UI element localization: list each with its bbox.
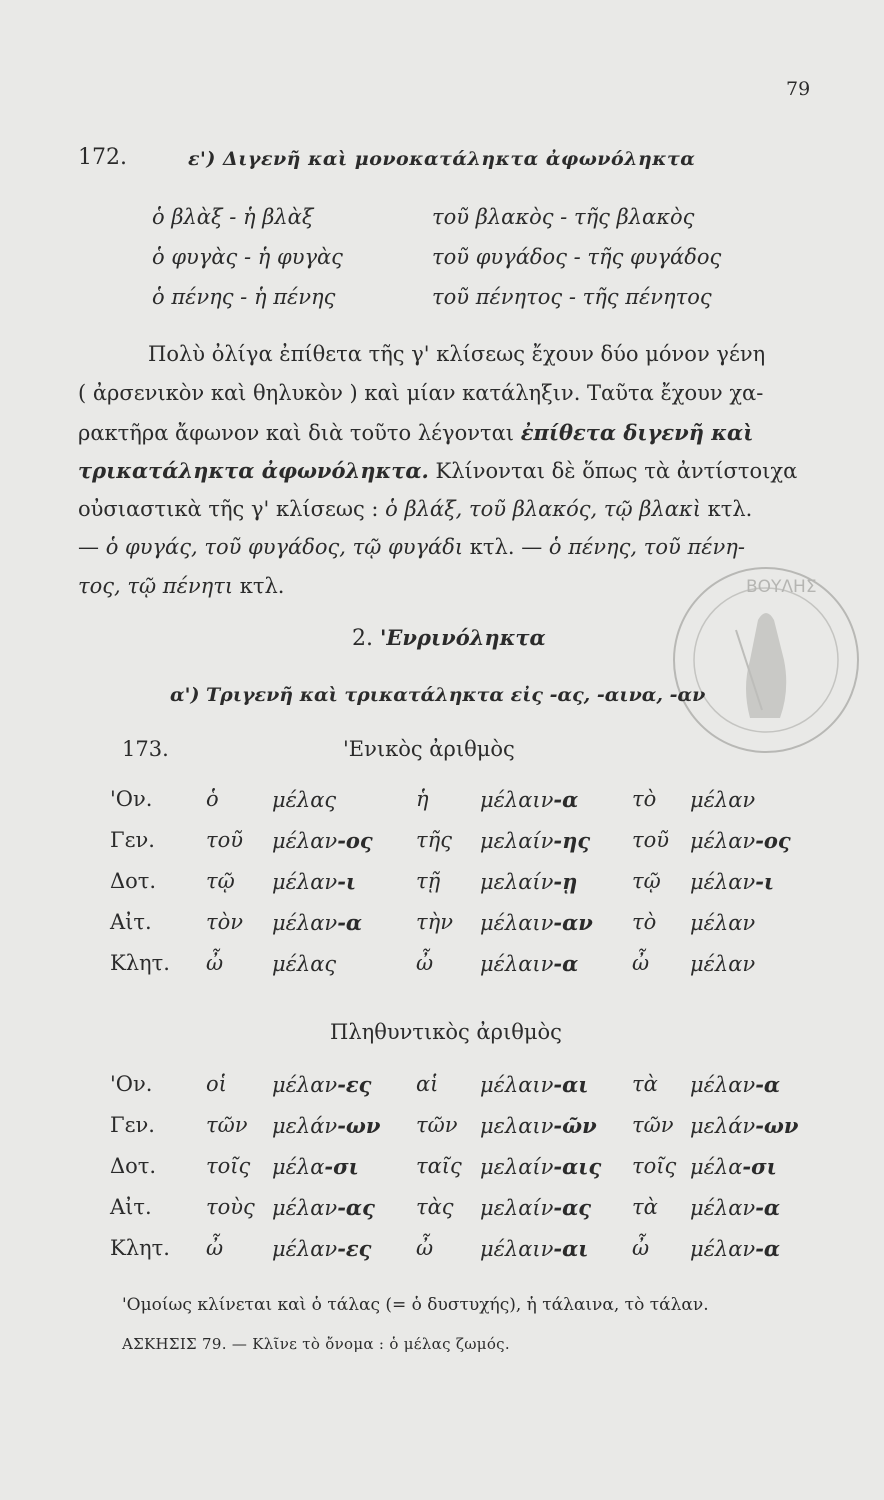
article: τοῦ <box>632 828 670 852</box>
word-stem: μελαιν <box>480 1114 554 1138</box>
word-ending: -α <box>755 1236 781 1261</box>
article: ὦ <box>416 1236 434 1260</box>
paragraph-line <box>78 535 745 559</box>
word-stem: μελαίν <box>480 829 554 853</box>
word-form <box>272 951 336 976</box>
article: τοὺς <box>206 1195 255 1219</box>
word-stem: μέλαν <box>690 829 756 853</box>
case-label: Δοτ. <box>110 869 157 893</box>
word-form <box>272 910 362 935</box>
word-ending: -ων <box>755 1113 799 1138</box>
word-stem: μέλαν <box>690 788 756 812</box>
example-right: τοῦ βλακὸς - τῆς βλακὸς <box>432 205 695 229</box>
word-stem: μελάν <box>690 1114 756 1138</box>
article: τοῦ <box>206 828 244 852</box>
paragraph-text: ρακτῆρα ἄφωνον καὶ διὰ τοῦτο λέγονται <box>78 421 521 445</box>
note-line: 'Ομοίως κλίνεται καὶ ὁ τάλας (= ὁ δυστυχής), ἡ τάλαινα, τὸ τάλαν. <box>122 1295 709 1315</box>
subsection-heading: α') Τριγενῆ καὶ τρικατάληκτα εἰς -ας, -αινα, -αν <box>170 684 706 706</box>
word-stem: μέλαιν <box>480 1237 554 1261</box>
article: τῷ <box>632 869 661 893</box>
example-left: ὁ πένης - ἡ πένης <box>152 285 336 309</box>
word-form <box>272 1072 371 1097</box>
case-label: Αἰτ. <box>110 1195 152 1219</box>
word-form <box>690 1195 780 1220</box>
article: τὰς <box>416 1195 454 1219</box>
example-left: ὁ φυγὰς - ἡ φυγὰς <box>152 245 343 269</box>
example-inline: ὁ πένης, τοῦ πένη- <box>548 535 745 559</box>
word-form <box>690 869 774 894</box>
plural-heading: Πληθυντικὸς ἀριθμὸς <box>330 1020 562 1044</box>
section-number: 172. <box>78 145 127 170</box>
article: ἡ <box>416 787 429 811</box>
article: ὦ <box>416 951 434 975</box>
word-form <box>272 1154 359 1179</box>
statue-icon <box>746 613 786 718</box>
word-form <box>690 1072 780 1097</box>
paragraph-text: Κλίνονται δὲ ὅπως τὰ ἀντίστοιχα <box>428 459 798 483</box>
word-stem: μέλαν <box>272 829 338 853</box>
word-ending: -ῶν <box>553 1113 597 1138</box>
word-stem: μέλαν <box>690 911 756 935</box>
word-ending: -σι <box>324 1154 359 1179</box>
article: τῶν <box>206 1113 248 1137</box>
word-stem: μέλαιν <box>480 1073 554 1097</box>
word-stem: μέλας <box>272 788 337 812</box>
word-form <box>690 1154 777 1179</box>
article: τὰ <box>632 1195 658 1219</box>
word-form <box>480 1113 597 1138</box>
article: ὁ <box>206 787 219 811</box>
word-ending: -α <box>755 1195 781 1220</box>
library-stamp <box>666 560 866 760</box>
paragraph-text: οὐσιαστικὰ τῆς γ' κλίσεως : <box>78 497 386 521</box>
word-stem: μελάν <box>272 1114 338 1138</box>
word-stem: μέλαν <box>272 1073 338 1097</box>
example-right: τοῦ πένητος - τῆς πένητος <box>432 285 712 309</box>
word-form <box>480 787 578 812</box>
case-label: Γεν. <box>110 828 155 852</box>
word-stem: μέλαιν <box>480 911 554 935</box>
case-label: Γεν. <box>110 1113 155 1137</box>
word-stem: μέλαν <box>690 1196 756 1220</box>
paragraph-line <box>78 458 797 483</box>
word-stem: μελαίν <box>480 1155 554 1179</box>
page-number: 79 <box>786 78 811 100</box>
paragraph-line <box>78 420 753 445</box>
word-stem: μέλαν <box>690 952 756 976</box>
article: ὦ <box>632 951 650 975</box>
word-form <box>480 828 590 853</box>
word-form <box>480 1236 588 1261</box>
section-heading: ε') Διγενῆ καὶ μονοκατάληκτα ἀφωνόληκτα <box>188 148 696 170</box>
word-stem: μελαίν <box>480 1196 554 1220</box>
article: τῆς <box>416 828 452 852</box>
article: αἱ <box>416 1072 439 1096</box>
article: ὦ <box>206 1236 224 1260</box>
word-stem: μέλαν <box>690 1237 756 1261</box>
article: τὸ <box>632 910 657 934</box>
word-form <box>272 828 373 853</box>
word-form <box>480 1072 588 1097</box>
paragraph-line <box>78 574 284 598</box>
word-form <box>480 869 577 894</box>
case-label: Αἰτ. <box>110 910 152 934</box>
word-stem: μέλαν <box>272 1196 338 1220</box>
word-form <box>690 1236 780 1261</box>
example-inline: ὁ φυγάς, τοῦ φυγάδος, τῷ φυγάδι <box>105 535 464 559</box>
article: τὸν <box>206 910 244 934</box>
word-stem: μέλαν <box>272 911 338 935</box>
word-ending: -ων <box>337 1113 381 1138</box>
singular-heading: 'Ενικὸς ἀριθμὸς <box>343 737 515 761</box>
word-ending: -σι <box>742 1154 777 1179</box>
word-ending: -ας <box>337 1195 375 1220</box>
word-stem: μέλαν <box>690 1073 756 1097</box>
emphasis-term: τρικατάληκτα ἀφωνόληκτα. <box>78 458 429 483</box>
word-stem: μέλας <box>272 952 337 976</box>
word-form <box>272 869 356 894</box>
word-ending: -ος <box>755 828 791 853</box>
word-stem: μέλα <box>690 1155 743 1179</box>
paragraph-text: — <box>78 535 106 559</box>
word-form <box>480 951 578 976</box>
word-form <box>690 1113 798 1138</box>
word-form <box>480 1154 601 1179</box>
paragraph-number: 173. <box>122 737 169 761</box>
exercise-line: ΑΣΚΗΣΙΣ 79. — Κλῖνε τὸ ὄνομα : ὁ μέλας ζωμός. <box>122 1335 510 1353</box>
stamp-text: ΒΟΥΛΗΣ <box>746 577 817 597</box>
article: τὸ <box>632 787 657 811</box>
paragraph-text: κτλ. <box>233 574 285 598</box>
word-ending: -ες <box>337 1072 372 1097</box>
subsection-name: 'Ενρινόληκτα <box>379 625 546 650</box>
case-label: 'Ον. <box>110 1072 153 1096</box>
word-ending: -ας <box>553 1195 592 1220</box>
example-inline: τος, τῷ πένητι <box>78 574 234 598</box>
word-ending: -α <box>553 951 579 976</box>
word-ending: -α <box>337 910 363 935</box>
article: ὦ <box>632 1236 650 1260</box>
article: τῷ <box>206 869 235 893</box>
word-ending: -αι <box>553 1072 589 1097</box>
word-ending: -ι <box>755 869 775 894</box>
word-form <box>272 1113 380 1138</box>
word-form <box>690 951 755 976</box>
word-ending: -αι <box>553 1236 589 1261</box>
paragraph-line: Πολὺ ὀλίγα ἐπίθετα τῆς γ' κλίσεως ἔχουν δύο μόνον γένη <box>148 342 766 366</box>
word-form <box>690 828 791 853</box>
word-ending: -ης <box>553 828 591 853</box>
case-label: Κλητ. <box>110 1236 170 1260</box>
example-right: τοῦ φυγάδος - τῆς φυγάδος <box>432 245 722 269</box>
word-ending: -ες <box>337 1236 372 1261</box>
word-form <box>690 787 755 812</box>
article: ὦ <box>206 951 224 975</box>
article: τοῖς <box>632 1154 677 1178</box>
case-label: Δοτ. <box>110 1154 157 1178</box>
word-stem: μελαίν <box>480 870 554 894</box>
article: ταῖς <box>416 1154 462 1178</box>
example-inline: ὁ βλάξ, τοῦ βλακός, τῷ βλακὶ <box>385 497 701 521</box>
paragraph-text: κτλ. <box>700 497 753 521</box>
example-left: ὁ βλὰξ - ἡ βλὰξ <box>152 205 314 229</box>
word-form <box>272 1236 371 1261</box>
word-ending: -ῃ <box>553 869 578 894</box>
article: τῶν <box>632 1113 674 1137</box>
article: τὰ <box>632 1072 658 1096</box>
word-stem: μέλαν <box>272 1237 338 1261</box>
word-form <box>480 1195 591 1220</box>
word-ending: -α <box>553 787 579 812</box>
article: οἱ <box>206 1072 227 1096</box>
article: τῇ <box>416 869 441 893</box>
word-stem: μέλαν <box>690 870 756 894</box>
case-label: 'Ον. <box>110 787 153 811</box>
word-form <box>480 910 593 935</box>
word-ending: -ι <box>337 869 357 894</box>
article: τὴν <box>416 910 453 934</box>
article: τῶν <box>416 1113 458 1137</box>
subsection-title <box>352 625 546 651</box>
case-label: Κλητ. <box>110 951 170 975</box>
subsection-number: 2. <box>352 626 380 651</box>
word-form <box>272 787 336 812</box>
word-ending: -α <box>755 1072 781 1097</box>
paragraph-text: κτλ. — <box>463 535 549 559</box>
emphasis-term: ἐπίθετα διγενῆ καὶ <box>520 420 754 445</box>
paragraph-line <box>78 497 752 521</box>
word-stem: μέλαν <box>272 870 338 894</box>
word-stem: μέλαιν <box>480 952 554 976</box>
word-ending: -αις <box>553 1154 602 1179</box>
word-ending: -αν <box>553 910 593 935</box>
word-form <box>272 1195 375 1220</box>
article: τοῖς <box>206 1154 251 1178</box>
word-stem: μέλα <box>272 1155 325 1179</box>
word-stem: μέλαιν <box>480 788 554 812</box>
word-form <box>690 910 755 935</box>
word-ending: -ος <box>337 828 373 853</box>
paragraph-line: ( ἀρσενικὸν καὶ θηλυκὸν ) καὶ μίαν κατάληξιν. Ταῦτα ἔχουν χα- <box>78 381 764 405</box>
